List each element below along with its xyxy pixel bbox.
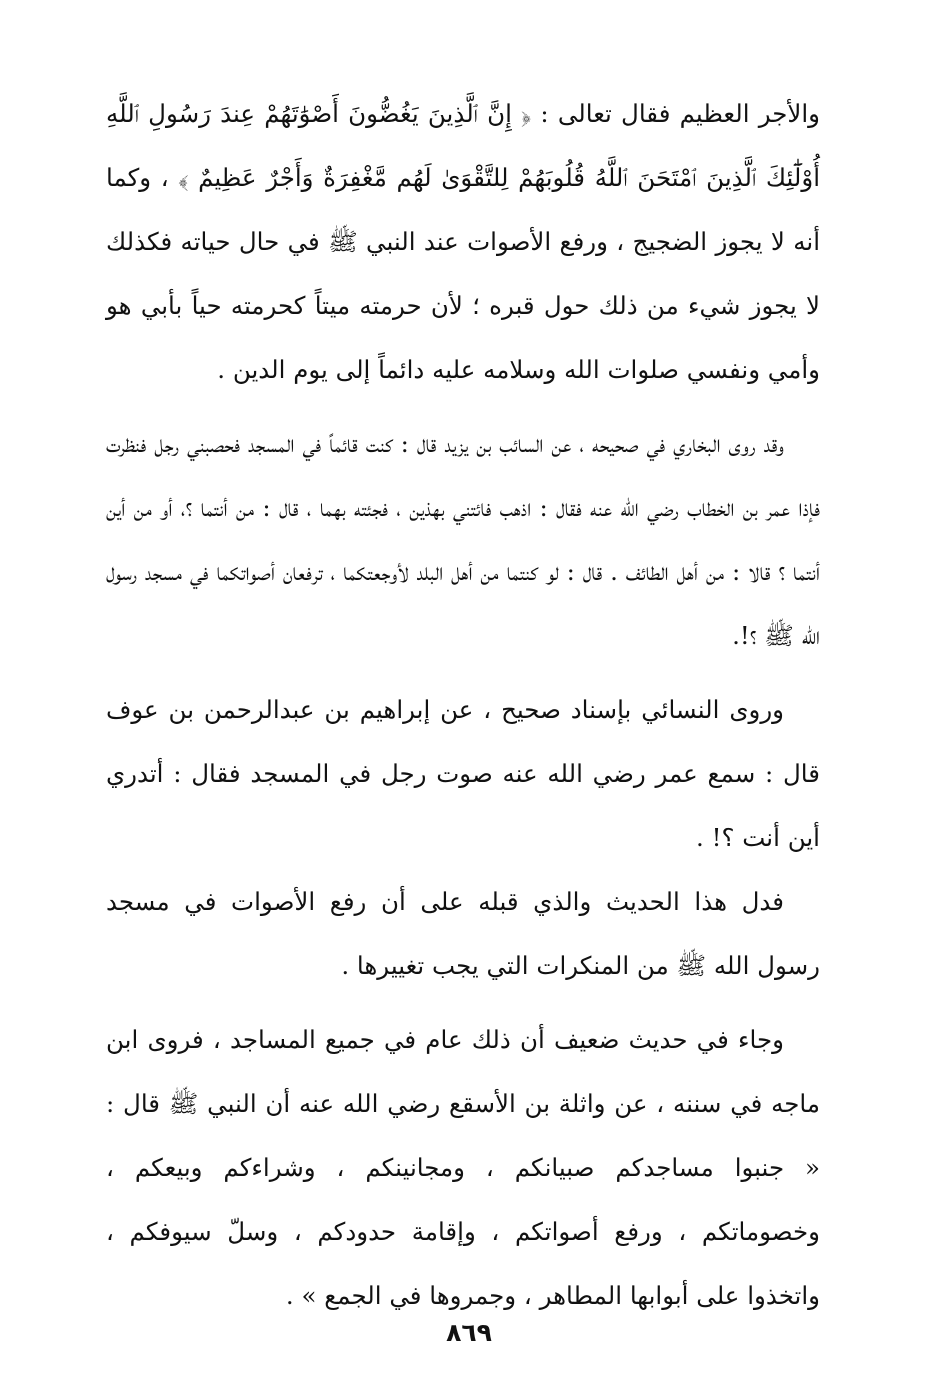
paragraph-gap xyxy=(106,998,820,1008)
paragraph-5: وجاء في حديث ضعيف أن ذلك عام في جميع المساجد ، فروى ابن ماجه في سننه ، عن واثلة بن الأسقع رضي الله عنه أن النبي ﷺ قال : « جنبوا مساجدكم صبيانكم ، ومجانينكم ، وشراءكم وبيعكم ، وخصوماتكم ، ورفع أصواتكم ، وإقامة حدودكم ، وسلّ سيوفكم ، واتخذوا على أبوابها المطاهر ، وجمروها في الجمع » . xyxy=(106,1025,820,1310)
paragraph-gap xyxy=(106,402,820,412)
paragraph-2: وقد روى البخاري في صحيحه ، عن السائب بن يزيد قال : كنت قائماً في المسجد فحصبني رجل فنظرت فإذا عمر بن الخطاب رضي الله عنه فقال : اذهب فائتني بهذين ، فجئته بهما ، قال : من أنتما ؟، أو من أين أنتما ؟ قالا : من أهل الطائف . قال : لو كنتما من أهل البلد لأوجعتكما ، ترفعان أصواتكما في مسجد رسول الله ﷺ ؟!. xyxy=(106,429,820,650)
paragraph-4: فدل هذا الحديث والذي قبله على أن رفع الأصوات في مسجد رسول الله ﷺ من المنكرات التي يجب تغييرها . xyxy=(106,887,820,980)
paragraph-3: وروى النسائي بإسناد صحيح ، عن إبراهيم بن عبدالرحمن بن عوف قال : سمع عمر رضي الله عنه صوت رجل في المسجد فقال : أتدري أين أنت ؟! . xyxy=(106,695,820,852)
paragraph-1: والأجر العظيم فقال تعالى : ﴿ إِنَّ ٱلَّذِينَ يَغُضُّونَ أَصْوَٰتَهُمْ عِندَ رَسُولِ ٱللَّهِ أُوْلَٰٓئِكَ ٱلَّذِينَ ٱمْتَحَنَ ٱللَّهُ قُلُوبَهُمْ لِلتَّقْوَىٰ لَهُم مَّغْفِرَةٌ وَأَجْرٌ عَظِيمٌ ﴾ ، وكما أنه لا يجوز الضجيج ، ورفع الأصوات عند النبي ﷺ في حال حياته فكذلك لا يجوز شيء من ذلك حول قبره ؛ لأن حرمته ميتاً كحرمته حياً بأبي هو وأمي ونفسي صلوات الله وسلامه عليه دائماً إلى يوم الدين . xyxy=(106,99,820,384)
page-body xyxy=(106,82,820,1328)
paragraph-gap xyxy=(106,668,820,678)
page-number: ٨٦٩ xyxy=(446,1318,492,1347)
